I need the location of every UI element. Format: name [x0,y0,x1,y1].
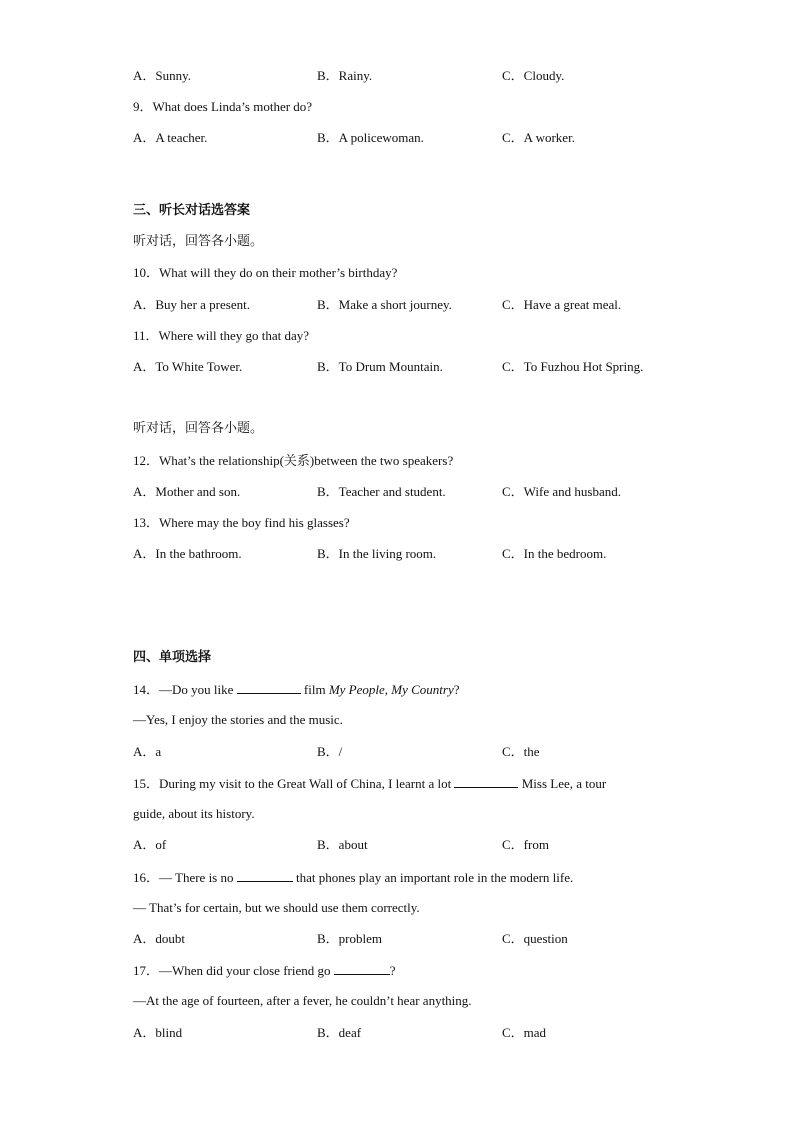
q11-option-b: B．To Drum Mountain. [317,359,443,374]
q13-stem: 13．Where may the boy find his glasses? [133,515,350,530]
q16-stem [133,869,573,886]
q16-option-c: C．question [502,931,568,946]
q17-stem-end: ? [389,963,396,978]
q17-blank [334,962,390,975]
section-3-instruction-1: 听对话，回答各小题。 [133,234,264,249]
q14-stem [133,681,460,698]
q13-option-b: B．In the living room. [317,546,437,561]
q16-option-a: A．doubt [133,931,186,946]
q9-option-b: B．A policewoman. [317,130,424,145]
q16-stem-text-2: that phones play an important role in the modern life. [292,870,574,885]
q9-option-a: A．A teacher. [133,130,208,145]
q15-option-a: A．of [133,837,167,852]
q17-option-b: B．deaf [317,1025,362,1040]
q10-option-b: B．Make a short journey. [317,297,452,312]
section-4-title: 四、单项选择 [133,650,212,665]
q17-reply: —At the age of fourteen, after a fever, he couldn’t hear anything. [133,993,472,1008]
q12-option-b: B．Teacher and student. [317,484,446,499]
q8-option-b: B．Rainy. [317,68,373,83]
q11-option-c: C．To Fuzhou Hot Spring. [502,359,644,374]
q15-stem-continued: guide, about its history. [133,806,255,821]
q11-stem: 11．Where will they go that day? [133,328,310,343]
q12-option-c: C．Wife and husband. [502,484,621,499]
q11-option-a: A．To White Tower. [133,359,243,374]
q16-reply: — That’s for certain, but we should use them correctly. [133,900,420,915]
q10-stem: 10．What will they do on their mother’s birthday? [133,265,398,280]
q12-stem: 12．What’s the relationship(关系)between the two speakers? [133,453,454,468]
q8-option-a: A．Sunny. [133,68,192,83]
q14-option-c: C．the [502,744,540,759]
q14-option-a: A．a [133,744,162,759]
q15-stem-text-2: Miss Lee, a tour [518,776,607,791]
q14-film-title: My People, My Country [328,682,454,697]
q14-stem-text-2: film [300,682,329,697]
q9-option-c: C．A worker. [502,130,575,145]
q15-option-c: C．from [502,837,549,852]
q9-stem: 9．What does Linda’s mother do? [133,99,313,114]
q13-option-a: A．In the bathroom. [133,546,242,561]
q15-option-b: B．about [317,837,368,852]
q15-stem [133,775,606,792]
q10-option-c: C．Have a great meal. [502,297,622,312]
q14-stem-text: 14．—Do you like [133,682,237,697]
q8-option-c: C．Cloudy. [502,68,565,83]
q17-stem [133,962,396,979]
q16-option-b: B．problem [317,931,382,946]
section-3-title: 三、听长对话选答案 [133,203,251,218]
q14-reply: —Yes, I enjoy the stories and the music. [133,712,343,727]
q14-blank [237,681,301,694]
q17-option-c: C．mad [502,1025,547,1040]
q14-stem-end: ? [453,682,460,697]
q15-blank [454,775,518,788]
q14-option-b: B．/ [317,744,343,759]
q12-option-a: A．Mother and son. [133,484,241,499]
section-3-instruction-2: 听对话，回答各小题。 [133,421,264,436]
q10-option-a: A．Buy her a present. [133,297,250,312]
q13-option-c: C．In the bedroom. [502,546,607,561]
q15-stem-text: 15．During my visit to the Great Wall of China, I learnt a lot [133,776,455,791]
q17-option-a: A．blind [133,1025,183,1040]
q16-stem-text: 16．— There is no [133,870,237,885]
q16-blank [237,869,293,882]
q17-stem-text: 17．—When did your close friend go [133,963,334,978]
